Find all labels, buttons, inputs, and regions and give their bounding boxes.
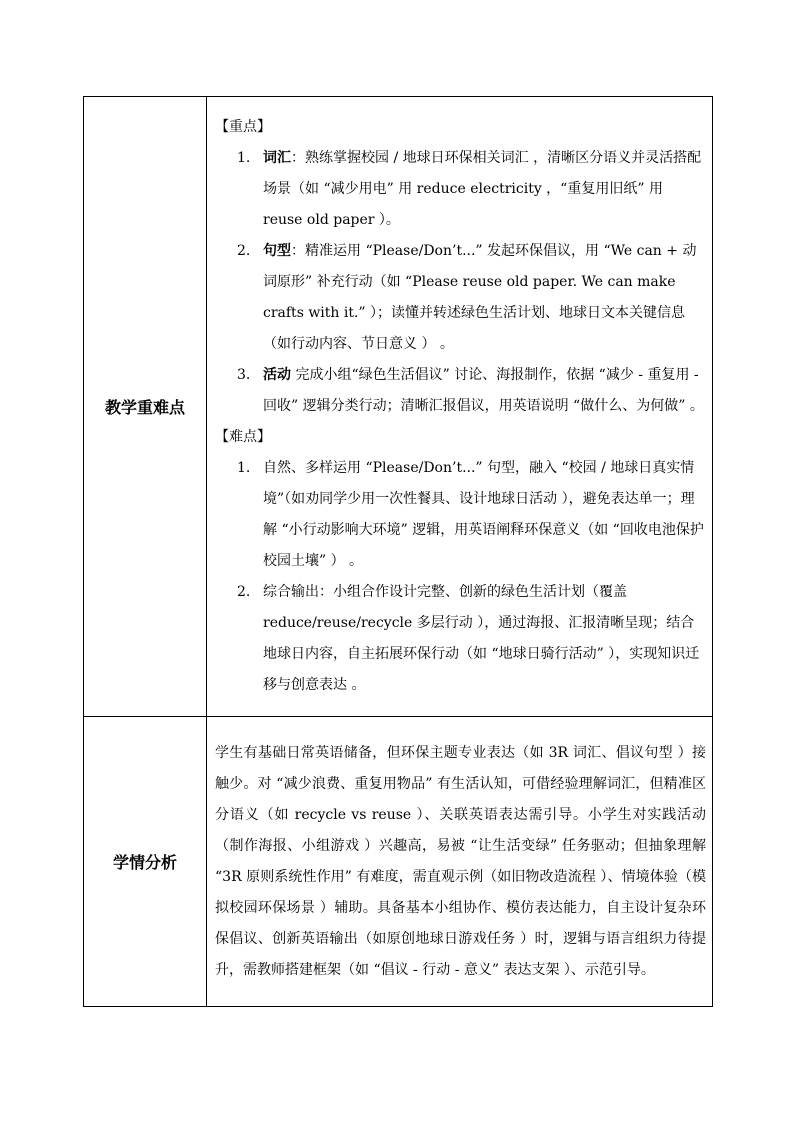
item-text: 自然、多样运用 “Please/Don’t...” 句型，融入 “校园 / 地球日真实情境”（如劝同学少用一次性餐具、设计地球日活动 ），避免表达单一；理解 “小行动影响大环境” 逻辑，用英语阐释环保意义（如 “回收电池保护校园土壤” ） 。 xyxy=(263,460,704,569)
list-number: 3. xyxy=(237,367,251,383)
item-keyword: 活动 xyxy=(263,367,291,383)
list-number: 2. xyxy=(237,243,251,259)
lesson-plan-table xyxy=(83,96,713,1007)
row-label-key-points: 教学重难点 xyxy=(84,97,207,717)
section-heading-focus: 【重点】 xyxy=(215,119,271,135)
item-text: 熟练掌握校园 / 地球日环保相关词汇 ，清晰区分语义并灵活搭配场景（如 “减少用电” 用 reduce electricity ，“重复用旧纸” 用 reuse old paper ）。 xyxy=(263,150,702,228)
item-keyword: 句型 xyxy=(263,243,291,259)
item-text: 综合输出：小组合作设计完整、创新的绿色生活计划（覆盖 reduce/reuse/recycle 多层行动 ），通过海报、汇报清晰呈现；结合地球日内容，自主拓展环保行动（如 “地球日骑行活动” ），实现知识迁移与创意表达 。 xyxy=(263,584,700,693)
row-label-learner-analysis: 学情分析 xyxy=(84,717,207,1007)
key-points-content xyxy=(207,97,713,717)
table-row xyxy=(84,97,713,717)
section-heading-difficulty: 【难点】 xyxy=(215,429,271,445)
table-row xyxy=(84,717,713,1007)
list-item xyxy=(215,577,706,701)
learner-analysis-text: 学生有基础日常英语储备，但环保主题专业表达（如 3R 词汇、倡议句型 ）接触少。对 “减少浪费、重复用物品” 有生活认知，可借经验理解词汇，但精准区分语义（如 recycle vs reuse ）、关联英语表达需引导。小学生对实践活动（制作海报、小组游戏 ）兴趣高，易被 “让生活变绿” 任务驱动；但抽象理解 “3R 原则系统性作用” 有难度，需直观示例（如旧物改造流程 ）、情境体验（模拟校园环保场景 ）辅助。具备基本小组协作、模仿表达能力，自主设计复杂环保倡议、创新英语输出（如原创地球日游戏任务 ）时，逻辑与语言组织力待提升，需教师搭建框架（如 “倡议 - 行动 - 意义” 表达支架 ）、示范引导。 xyxy=(207,717,713,1007)
difficulty-list xyxy=(215,453,706,701)
list-number: 1. xyxy=(237,150,251,166)
list-item xyxy=(215,236,706,360)
item-separator: ： xyxy=(291,150,305,166)
list-item xyxy=(215,143,706,236)
focus-list xyxy=(215,143,706,422)
list-item xyxy=(215,453,706,577)
item-text: 完成小组“绿色生活倡议” 讨论、海报制作，依据 “减少 - 重复用 - 回收” 逻辑分类行动；清晰汇报倡议，用英语说明 “做什么、为何做” 。 xyxy=(263,367,704,414)
item-separator: ： xyxy=(291,243,305,259)
list-number: 2. xyxy=(237,584,251,600)
item-text: 精准运用 “Please/Don’t...” 发起环保倡议，用 “We can + 动词原形” 补充行动（如 “Please reuse old paper. We can make crafts with it.” ）；读懂并转述绿色生活计划、地球日文本关键信息（如行动内容、节日意义 ） 。 xyxy=(263,243,697,352)
list-item xyxy=(215,360,706,422)
item-keyword: 词汇 xyxy=(263,150,291,166)
list-number: 1. xyxy=(237,460,251,476)
